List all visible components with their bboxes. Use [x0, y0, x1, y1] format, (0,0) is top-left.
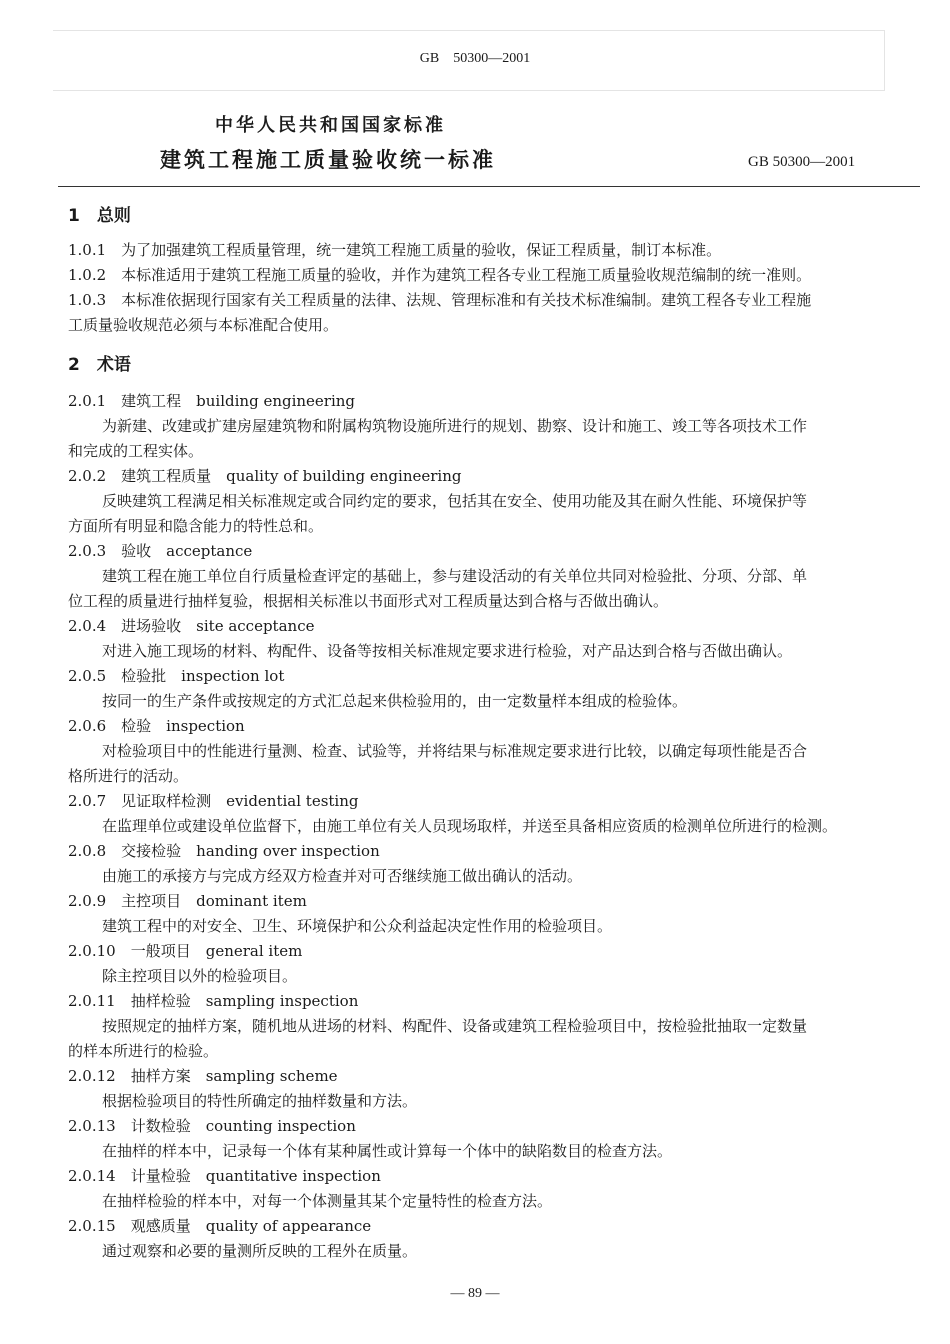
term-definition-cont: 方面所有明显和隐含能力的特性总和。 [68, 517, 324, 535]
term-definition: 对进入施工现场的材料、构配件、设备等按相关标准规定要求进行检验，对产品达到合格与否做出确认。 [102, 642, 793, 660]
page-number: — 89 — [450, 1286, 500, 1301]
clause-1-0-1: 1.0.1 为了加强建筑工程质量管理，统一建筑工程施工质量的验收，保证工程质量，制订本标准。 [68, 241, 722, 259]
term-definition: 在监理单位或建设单位监督下，由施工单位有关人员现场取样，并送至具备相应资质的检测单位所进行的检测。 [102, 817, 838, 835]
term-definition: 为新建、改建或扩建房屋建筑物和附属构筑物设施所进行的规划、勘察、设计和施工、竣工等各项技术工作 [102, 417, 808, 435]
term-definition: 在抽样检验的样本中，对每一个体测量其某个定量特性的检查方法。 [102, 1192, 553, 1210]
term-definition: 在抽样的样本中，记录每一个体有某种属性或计算每一个体中的缺陷数目的检查方法。 [102, 1142, 673, 1160]
term-definition-cont: 和完成的工程实体。 [68, 442, 204, 460]
term-heading: 2.0.3 验收 acceptance [68, 542, 253, 560]
clause-1-0-3: 1.0.3 本标准依据现行国家有关工程质量的法律、法规、管理标准和有关技术标准编制。建筑工程各专业工程施 [68, 291, 812, 309]
term-definition-cont: 格所进行的活动。 [68, 767, 189, 785]
term-definition: 对检验项目中的性能进行量测、检查、试验等，并将结果与标准规定要求进行比较，以确定每项性能是否合 [102, 742, 808, 760]
term-heading: 2.0.11 抽样检验 sampling inspection [68, 992, 359, 1010]
standard-code: GB 50300—2001 [748, 154, 856, 170]
term-heading: 2.0.2 建筑工程质量 quality of building engineering [68, 467, 462, 485]
term-heading: 2.0.6 检验 inspection [68, 717, 245, 735]
term-heading: 2.0.7 见证取样检测 evidential testing [68, 792, 359, 810]
term-definition: 由施工的承接方与完成方经双方检查并对可否继续施工做出确认的活动。 [102, 867, 583, 885]
term-definition-cont: 的样本所进行的检验。 [68, 1042, 219, 1060]
term-heading: 2.0.12 抽样方案 sampling scheme [68, 1067, 338, 1085]
term-definition: 反映建筑工程满足相关标准规定或合同约定的要求，包括其在安全、使用功能及其在耐久性能、环境保护等 [102, 492, 808, 510]
term-definition: 除主控项目以外的检验项目。 [102, 967, 298, 985]
section-heading-general: 1 总则 [68, 206, 131, 226]
clause-1-0-2: 1.0.2 本标准适用于建筑工程施工质量的验收，并作为建筑工程各专业工程施工质量验收规范编制的统一准则。 [68, 266, 812, 284]
term-heading: 2.0.15 观感质量 quality of appearance [68, 1217, 372, 1235]
term-heading: 2.0.14 计量检验 quantitative inspection [68, 1167, 381, 1185]
term-definition: 按照规定的抽样方案，随机地从进场的材料、构配件、设备或建筑工程检验项目中，按检验批抽取一定数量 [102, 1017, 808, 1035]
term-heading: 2.0.10 一般项目 general item [68, 942, 303, 960]
term-definition: 根据检验项目的特性所确定的抽样数量和方法。 [102, 1092, 418, 1110]
title-rule [58, 186, 920, 187]
term-definition: 建筑工程中的对安全、卫生、环境保护和公众利益起决定性作用的检验项目。 [102, 917, 613, 935]
term-definition: 通过观察和必要的量测所反映的工程外在质量。 [102, 1242, 418, 1260]
term-heading: 2.0.5 检验批 inspection lot [68, 667, 285, 685]
term-definition: 建筑工程在施工单位自行质量检查评定的基础上，参与建设活动的有关单位共同对检验批、分项、分部、单 [102, 567, 808, 585]
section-heading-terms: 2 术语 [68, 355, 131, 375]
term-heading: 2.0.9 主控项目 dominant item [68, 892, 307, 910]
standard-name-title: 建筑工程施工质量验收统一标准 [160, 148, 496, 172]
term-definition-cont: 位工程的质量进行抽样复验，根据相关标准以书面形式对工程质量达到合格与否做出确认。 [68, 592, 669, 610]
term-heading: 2.0.1 建筑工程 building engineering [68, 392, 356, 410]
term-heading: 2.0.8 交接检验 handing over inspection [68, 842, 380, 860]
term-definition: 按同一的生产条件或按规定的方式汇总起来供检验用的，由一定数量样本组成的检验体。 [102, 692, 688, 710]
standard-type-title: 中华人民共和国国家标准 [215, 115, 446, 136]
clause-1-0-3-cont: 工质量验收规范必须与本标准配合使用。 [68, 316, 339, 334]
term-heading: 2.0.13 计数检验 counting inspection [68, 1117, 356, 1135]
term-heading: 2.0.4 进场验收 site acceptance [68, 617, 315, 635]
running-header-code: GB 50300—2001 [419, 51, 531, 66]
